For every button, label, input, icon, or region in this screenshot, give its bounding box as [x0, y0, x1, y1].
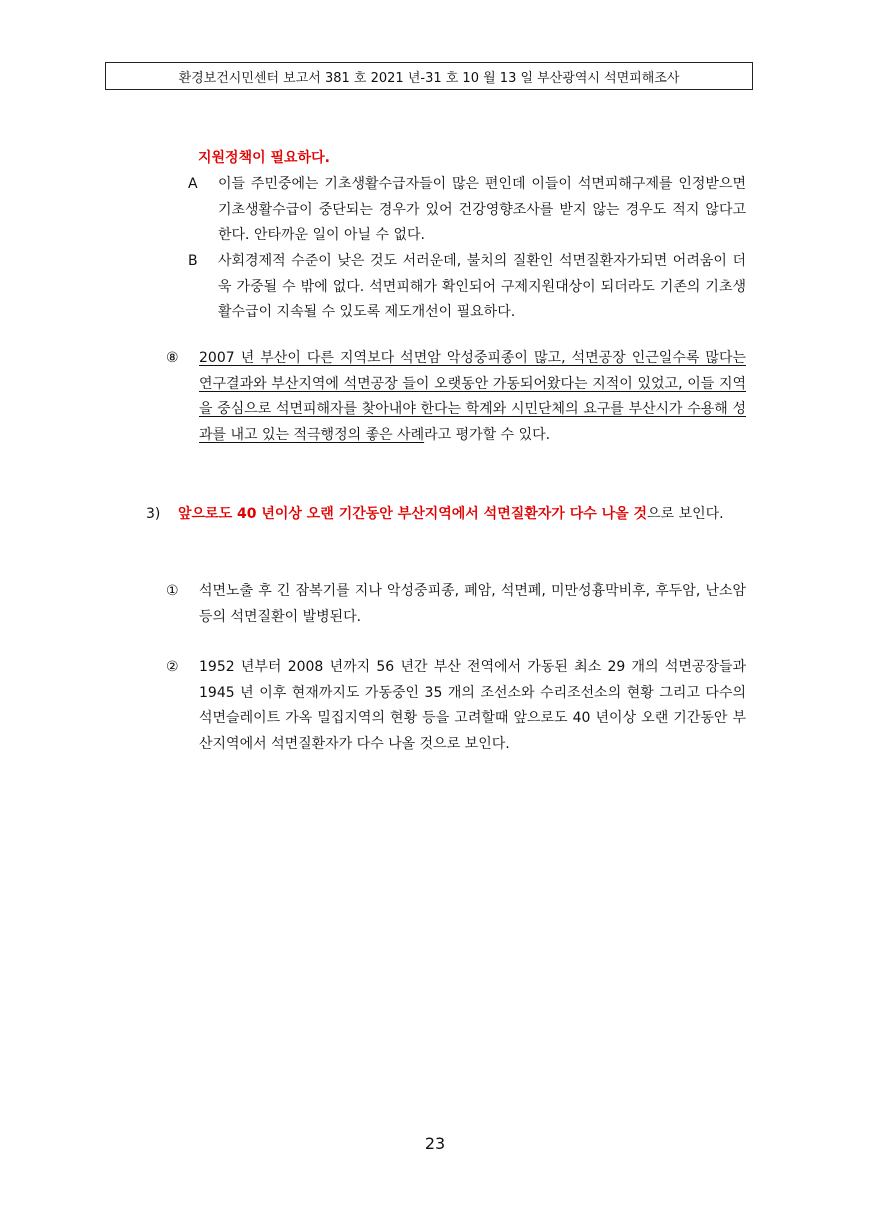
list-marker-8: ⑧ [166, 350, 179, 366]
paragraph-8-rest: 라고 평가할 수 있다. [424, 426, 551, 443]
paragraph-b: 사회경제적 수준이 낮은 것도 서러운데, 불치의 질환인 석면질환자가되면 어려움이 더욱 가중될 수 밖에 없다. 석면피해가 확인되어 구제지원대상이 되더라도 기존의 기초생활수급이 지속될 수 있도록 제도개선이 필요하다. [218, 253, 746, 320]
list-marker-1: ① [166, 583, 179, 599]
paragraph-1: 석면노출 후 긴 잠복기를 지나 악성중피종, 폐암, 석면폐, 미만성흉막비후, 후두암, 난소암 등의 석면질환이 발병된다. [199, 583, 746, 625]
paragraph-8 [199, 346, 746, 448]
section-3-heading-rest: 으로 보인다. [647, 506, 724, 522]
section-3-heading [178, 502, 746, 528]
paragraph-2: 1952 년부터 2008 년까지 56 년간 부산 전역에서 가동된 최소 29 개의 석면공장들과 1945 년 이후 현재까지도 가동중인 35 개의 조선소와 수리조선소의 현황 그리고 다수의 석면슬레이트 가옥 밀집지역의 현황 등을 고려할때 앞으로도 40 년이상 오랜 기간동안 부산지역에서 석면질환자가 다수 나올 것으로 보인다. [199, 659, 746, 752]
list-marker-2: ② [166, 659, 179, 675]
paragraph-a: 이들 주민중에는 기초생활수급자들이 많은 편인데 이들이 석면피해구제를 인정받으면 기초생활수급이 중단되는 경우가 있어 건강영향조사를 받지 않는 경우도 적지 않다고 한다. 안타까운 일이 아닐 수 없다. [218, 176, 746, 243]
lead-heading: 지원정책이 필요하다. [198, 150, 330, 166]
page-number: 23 [424, 1134, 446, 1153]
report-header-title: 환경보건시민센터 보고서 381 호 2021 년-31 호 10 월 13 일 부산광역시 석면피해조사 [178, 70, 680, 86]
section-3-marker: 3) [146, 506, 161, 522]
report-header [105, 62, 753, 90]
list-marker-b: B [188, 253, 198, 269]
section-3-heading-highlight: 앞으로도 40 년이상 오랜 기간동안 부산지역에서 석면질환자가 다수 나올 것 [178, 506, 648, 522]
paragraph-8-underlined: 2007 년 부산이 다른 지역보다 석면암 악성중피종이 많고, 석면공장 인근일수록 많다는 연구결과와 부산지역에 석면공장 들이 오랫동안 가동되어왔다는 지적이 있었고, 이들 지역을 중심으로 석면피해자를 찾아내야 한다는 학계와 시민단체의 요구를 부산시가 수용해 성과를 내고 있는 적극행정의 좋은 사례 [199, 350, 746, 443]
list-marker-a: A [188, 176, 198, 192]
